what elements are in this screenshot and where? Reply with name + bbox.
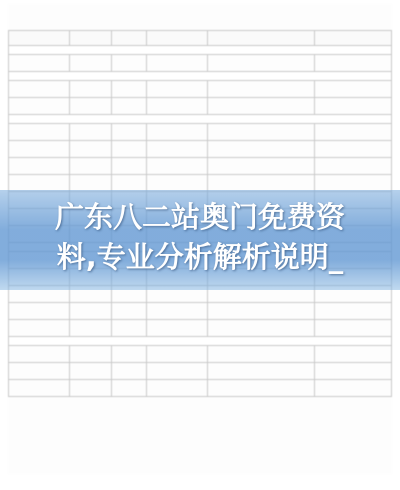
table-cell	[208, 380, 315, 397]
section-label	[9, 115, 392, 124]
table-cell	[112, 346, 146, 363]
table-cell	[315, 141, 392, 158]
header-cell	[208, 31, 315, 46]
table-cell	[208, 303, 315, 320]
document-title-line1	[8, 6, 392, 16]
table-cell	[70, 175, 112, 192]
table-row	[9, 363, 392, 380]
table-cell	[70, 55, 112, 72]
table-cell	[70, 303, 112, 320]
header-cell	[315, 31, 392, 46]
section-label	[9, 337, 392, 346]
table-cell	[9, 124, 70, 141]
table-cell	[315, 175, 392, 192]
table-header-row	[9, 31, 392, 46]
table-row	[9, 55, 392, 72]
header-cell	[112, 31, 146, 46]
section-row	[9, 72, 392, 81]
table-cell	[315, 98, 392, 115]
headline-line1: 广东八二站奥门免费资	[54, 200, 345, 234]
table-cell	[208, 320, 315, 337]
table-cell	[146, 124, 207, 141]
headline-text	[0, 197, 400, 277]
table-cell	[146, 158, 207, 175]
table-cell	[146, 320, 207, 337]
table-cell	[112, 124, 146, 141]
header-cell	[9, 31, 70, 46]
table-cell	[146, 98, 207, 115]
table-cell	[208, 141, 315, 158]
table-cell	[70, 81, 112, 98]
table-cell	[112, 158, 146, 175]
table-row	[9, 81, 392, 98]
table-cell	[208, 158, 315, 175]
table-cell	[9, 346, 70, 363]
table-cell	[112, 55, 146, 72]
document-title-line2	[8, 16, 392, 26]
table-cell	[9, 141, 70, 158]
table-row	[9, 320, 392, 337]
table-cell	[315, 124, 392, 141]
table-cell	[208, 98, 315, 115]
section-row	[9, 46, 392, 55]
table-cell	[208, 363, 315, 380]
table-row	[9, 175, 392, 192]
table-cell	[9, 320, 70, 337]
table-row	[9, 124, 392, 141]
table-cell	[146, 380, 207, 397]
table-cell	[9, 303, 70, 320]
table-row	[9, 303, 392, 320]
table-cell	[9, 98, 70, 115]
table-cell	[315, 346, 392, 363]
table-cell	[9, 81, 70, 98]
table-cell	[70, 98, 112, 115]
table-row	[9, 380, 392, 397]
table-cell	[9, 158, 70, 175]
section-label	[9, 72, 392, 81]
table-cell	[70, 363, 112, 380]
table-cell	[146, 175, 207, 192]
table-cell	[208, 175, 315, 192]
table-cell	[112, 81, 146, 98]
table-cell	[9, 55, 70, 72]
table-cell	[315, 81, 392, 98]
table-cell	[315, 55, 392, 72]
table-cell	[70, 380, 112, 397]
table-cell	[9, 380, 70, 397]
table-cell	[315, 303, 392, 320]
table-cell	[315, 380, 392, 397]
table-cell	[70, 124, 112, 141]
table-cell	[208, 81, 315, 98]
table-cell	[70, 320, 112, 337]
table-cell	[146, 55, 207, 72]
table-row	[9, 141, 392, 158]
table-cell	[112, 141, 146, 158]
table-cell	[146, 141, 207, 158]
table-cell	[112, 380, 146, 397]
headline-line2: 料,专业分析解析说明_	[56, 240, 344, 274]
table-cell	[70, 141, 112, 158]
table-cell	[146, 81, 207, 98]
section-row	[9, 337, 392, 346]
table-cell	[146, 303, 207, 320]
table-cell	[9, 363, 70, 380]
header-cell	[146, 31, 207, 46]
table-cell	[112, 175, 146, 192]
table-cell	[9, 175, 70, 192]
table-cell	[315, 320, 392, 337]
section-label	[9, 46, 392, 55]
header-cell	[70, 31, 112, 46]
table-cell	[112, 98, 146, 115]
table-cell	[315, 363, 392, 380]
table-row	[9, 346, 392, 363]
table-cell	[315, 158, 392, 175]
table-row	[9, 158, 392, 175]
document-title	[8, 4, 392, 26]
table-cell	[208, 124, 315, 141]
table-cell	[112, 320, 146, 337]
table-cell	[146, 363, 207, 380]
table-cell	[112, 303, 146, 320]
table-row	[9, 98, 392, 115]
table-cell	[70, 346, 112, 363]
table-cell	[146, 346, 207, 363]
table-cell	[70, 158, 112, 175]
table-cell	[208, 346, 315, 363]
table-cell	[112, 363, 146, 380]
table-cell	[208, 55, 315, 72]
section-row	[9, 115, 392, 124]
